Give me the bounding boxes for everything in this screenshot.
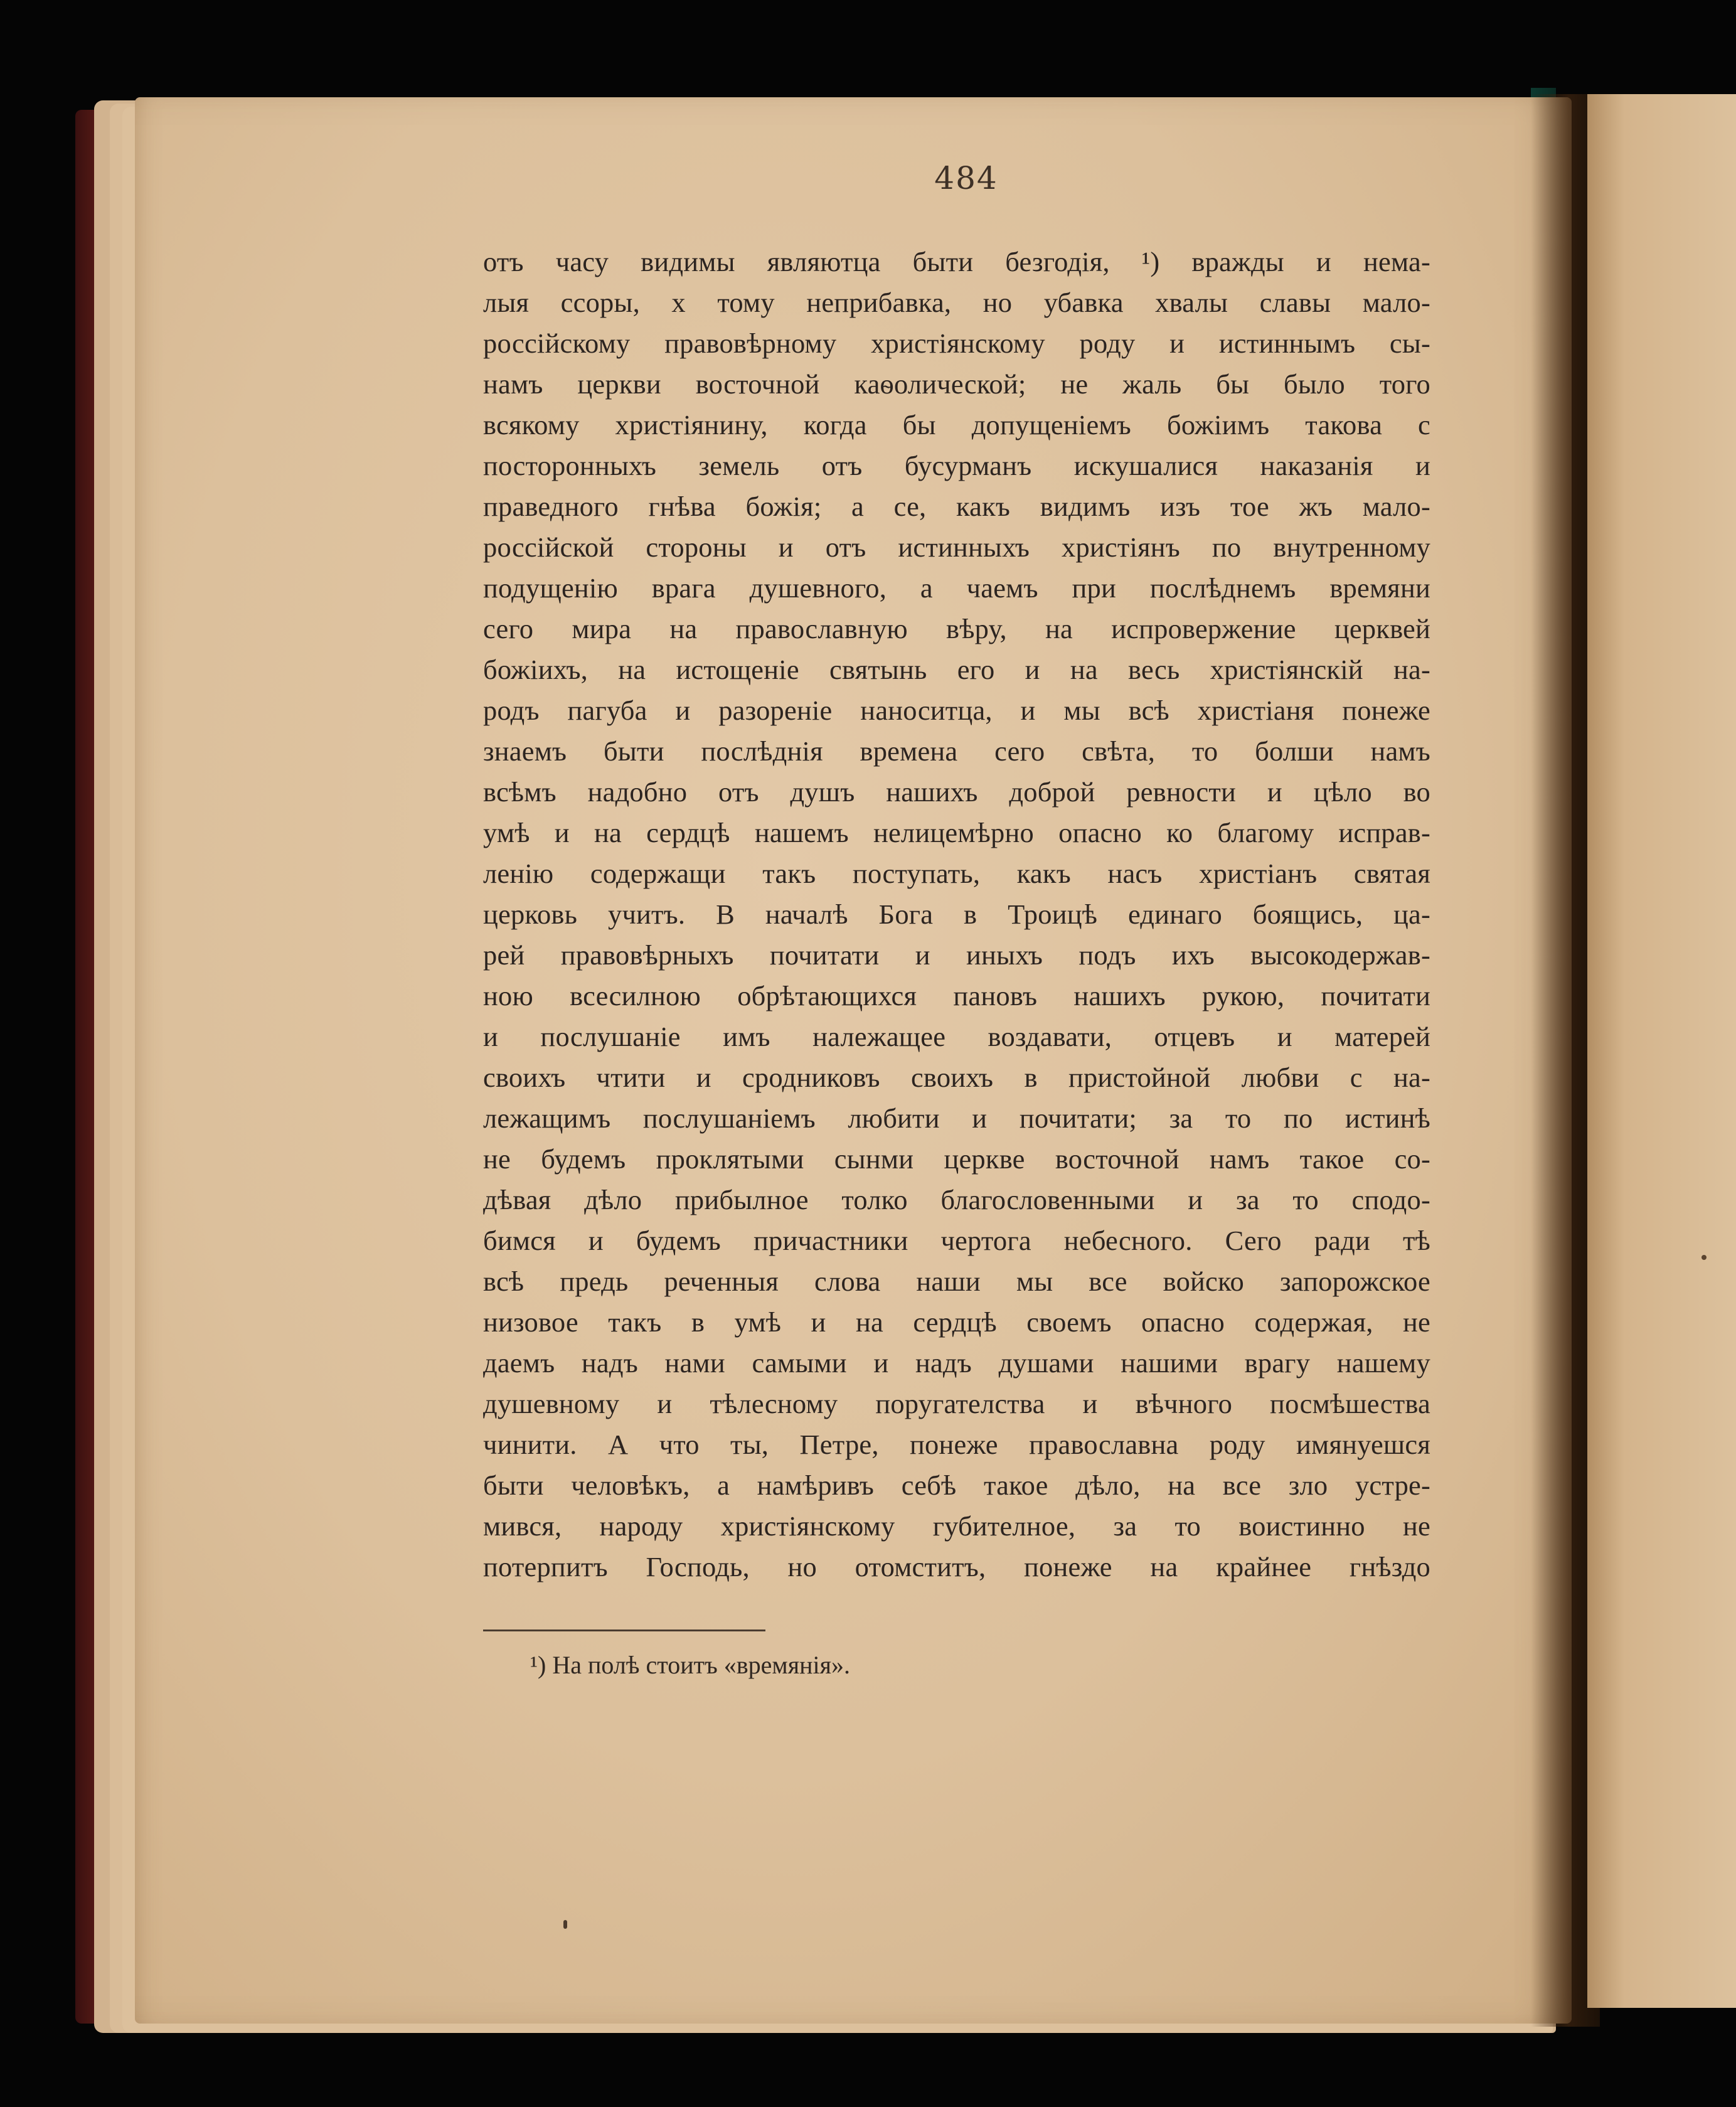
page-body-text bbox=[483, 242, 1430, 1587]
text-line: потерпитъ Господь, но отомститъ, понеже на крайнее гнѣздо bbox=[483, 1551, 1430, 1582]
text-line: отъ часу видимы являютца быти безгодія, ¹) вражды и нема- bbox=[483, 246, 1430, 277]
text-line: намъ церкви восточной каѳолической; не жаль бы было того bbox=[483, 368, 1430, 400]
text-line: быти человѣкъ, а намѣривъ себѣ такое дѣло, на все зло устре- bbox=[483, 1470, 1430, 1501]
text-line: праведного гнѣва божія; а се, какъ видимъ изъ тое жъ мало- bbox=[483, 491, 1430, 522]
text-line: подущенію врага душевного, а чаемъ при послѣднемъ времяни bbox=[483, 572, 1430, 604]
text-line: всѣмъ надобно отъ душъ нашихъ доброй ревности и цѣло во bbox=[483, 776, 1430, 808]
text-line: умѣ и на сердцѣ нашемъ нелицемѣрно опасно ко благому исправ- bbox=[483, 817, 1430, 848]
text-line: родъ пагуба и разореніе наноситца, и мы всѣ христіаня понеже bbox=[483, 695, 1430, 726]
footnote: ¹) На полѣ стоитъ «времянія». bbox=[530, 1651, 851, 1679]
text-line: россійскому правовѣрному христіянскому роду и истиннымъ сы- bbox=[483, 328, 1430, 359]
facing-page bbox=[1587, 94, 1736, 2008]
text-line: церковь учитъ. В началѣ Бога в Троицѣ единаго боящись, ца- bbox=[483, 899, 1430, 930]
text-line: дѣвая дѣло прибылное толко благословенными и за то сподо- bbox=[483, 1184, 1430, 1215]
text-line: лыя ссоры, х тому неприбавка, но убавка хвалы славы мало- bbox=[483, 287, 1430, 318]
text-line: всякому христіянину, когда бы допущеніемъ божіимъ такова с bbox=[483, 409, 1430, 440]
facing-page-speck bbox=[1701, 1255, 1707, 1260]
text-line: даемъ надъ нами самыми и надъ душами нашими врагу нашему bbox=[483, 1347, 1430, 1379]
text-line: ленію содержащи такъ поступать, какъ насъ христіанъ святая bbox=[483, 858, 1430, 889]
text-line: чинити. А что ты, Петре, понеже православна роду имянуешся bbox=[483, 1429, 1430, 1460]
text-line: своихъ чтити и сродниковъ своихъ в пристойной любви с на- bbox=[483, 1062, 1430, 1093]
text-line: бимся и будемъ причастники чертога небесного. Сего ради тѣ bbox=[483, 1225, 1430, 1256]
text-line: россійской стороны и отъ истинныхъ христіянъ по внутренному bbox=[483, 531, 1430, 563]
text-line: посторонныхъ земель отъ бусурманъ искушалися наказанія и bbox=[483, 450, 1430, 481]
page-speck bbox=[563, 1920, 567, 1929]
text-line: ною всесилною обрѣтающихся пановъ нашихъ рукою, почитати bbox=[483, 980, 1430, 1011]
text-line: низовое такъ в умѣ и на сердцѣ своемъ опасно содержая, не bbox=[483, 1306, 1430, 1338]
text-line: знаемъ быти послѣднія времена сего свѣта, то болши намъ bbox=[483, 735, 1430, 767]
text-line: мився, народу христіянскому губителное, за то воистинно не bbox=[483, 1510, 1430, 1542]
text-line: божіихъ, на истощеніе святынь его и на весь христіянскій на- bbox=[483, 654, 1430, 685]
text-line: сего мира на православную вѣру, на испровержение церквей bbox=[483, 613, 1430, 644]
text-line: рей правовѣрныхъ почитати и иныхъ подъ ихъ высокодержав- bbox=[483, 939, 1430, 971]
text-line: и послушаніе имъ належащее воздавати, отцевъ и матерей bbox=[483, 1021, 1430, 1052]
text-line: душевному и тѣлесному поругателства и вѣчного посмѣшества bbox=[483, 1388, 1430, 1419]
page-number: 484 bbox=[934, 160, 998, 196]
text-line: всѣ предь реченныя слова наши мы все войско запорожское bbox=[483, 1266, 1430, 1297]
footnote-divider bbox=[483, 1630, 765, 1631]
text-line: не будемъ проклятыми сынми церкве восточной намъ такое со- bbox=[483, 1143, 1430, 1175]
text-line: лежащимъ послушаніемъ любити и почитати; за то по истинѣ bbox=[483, 1102, 1430, 1134]
